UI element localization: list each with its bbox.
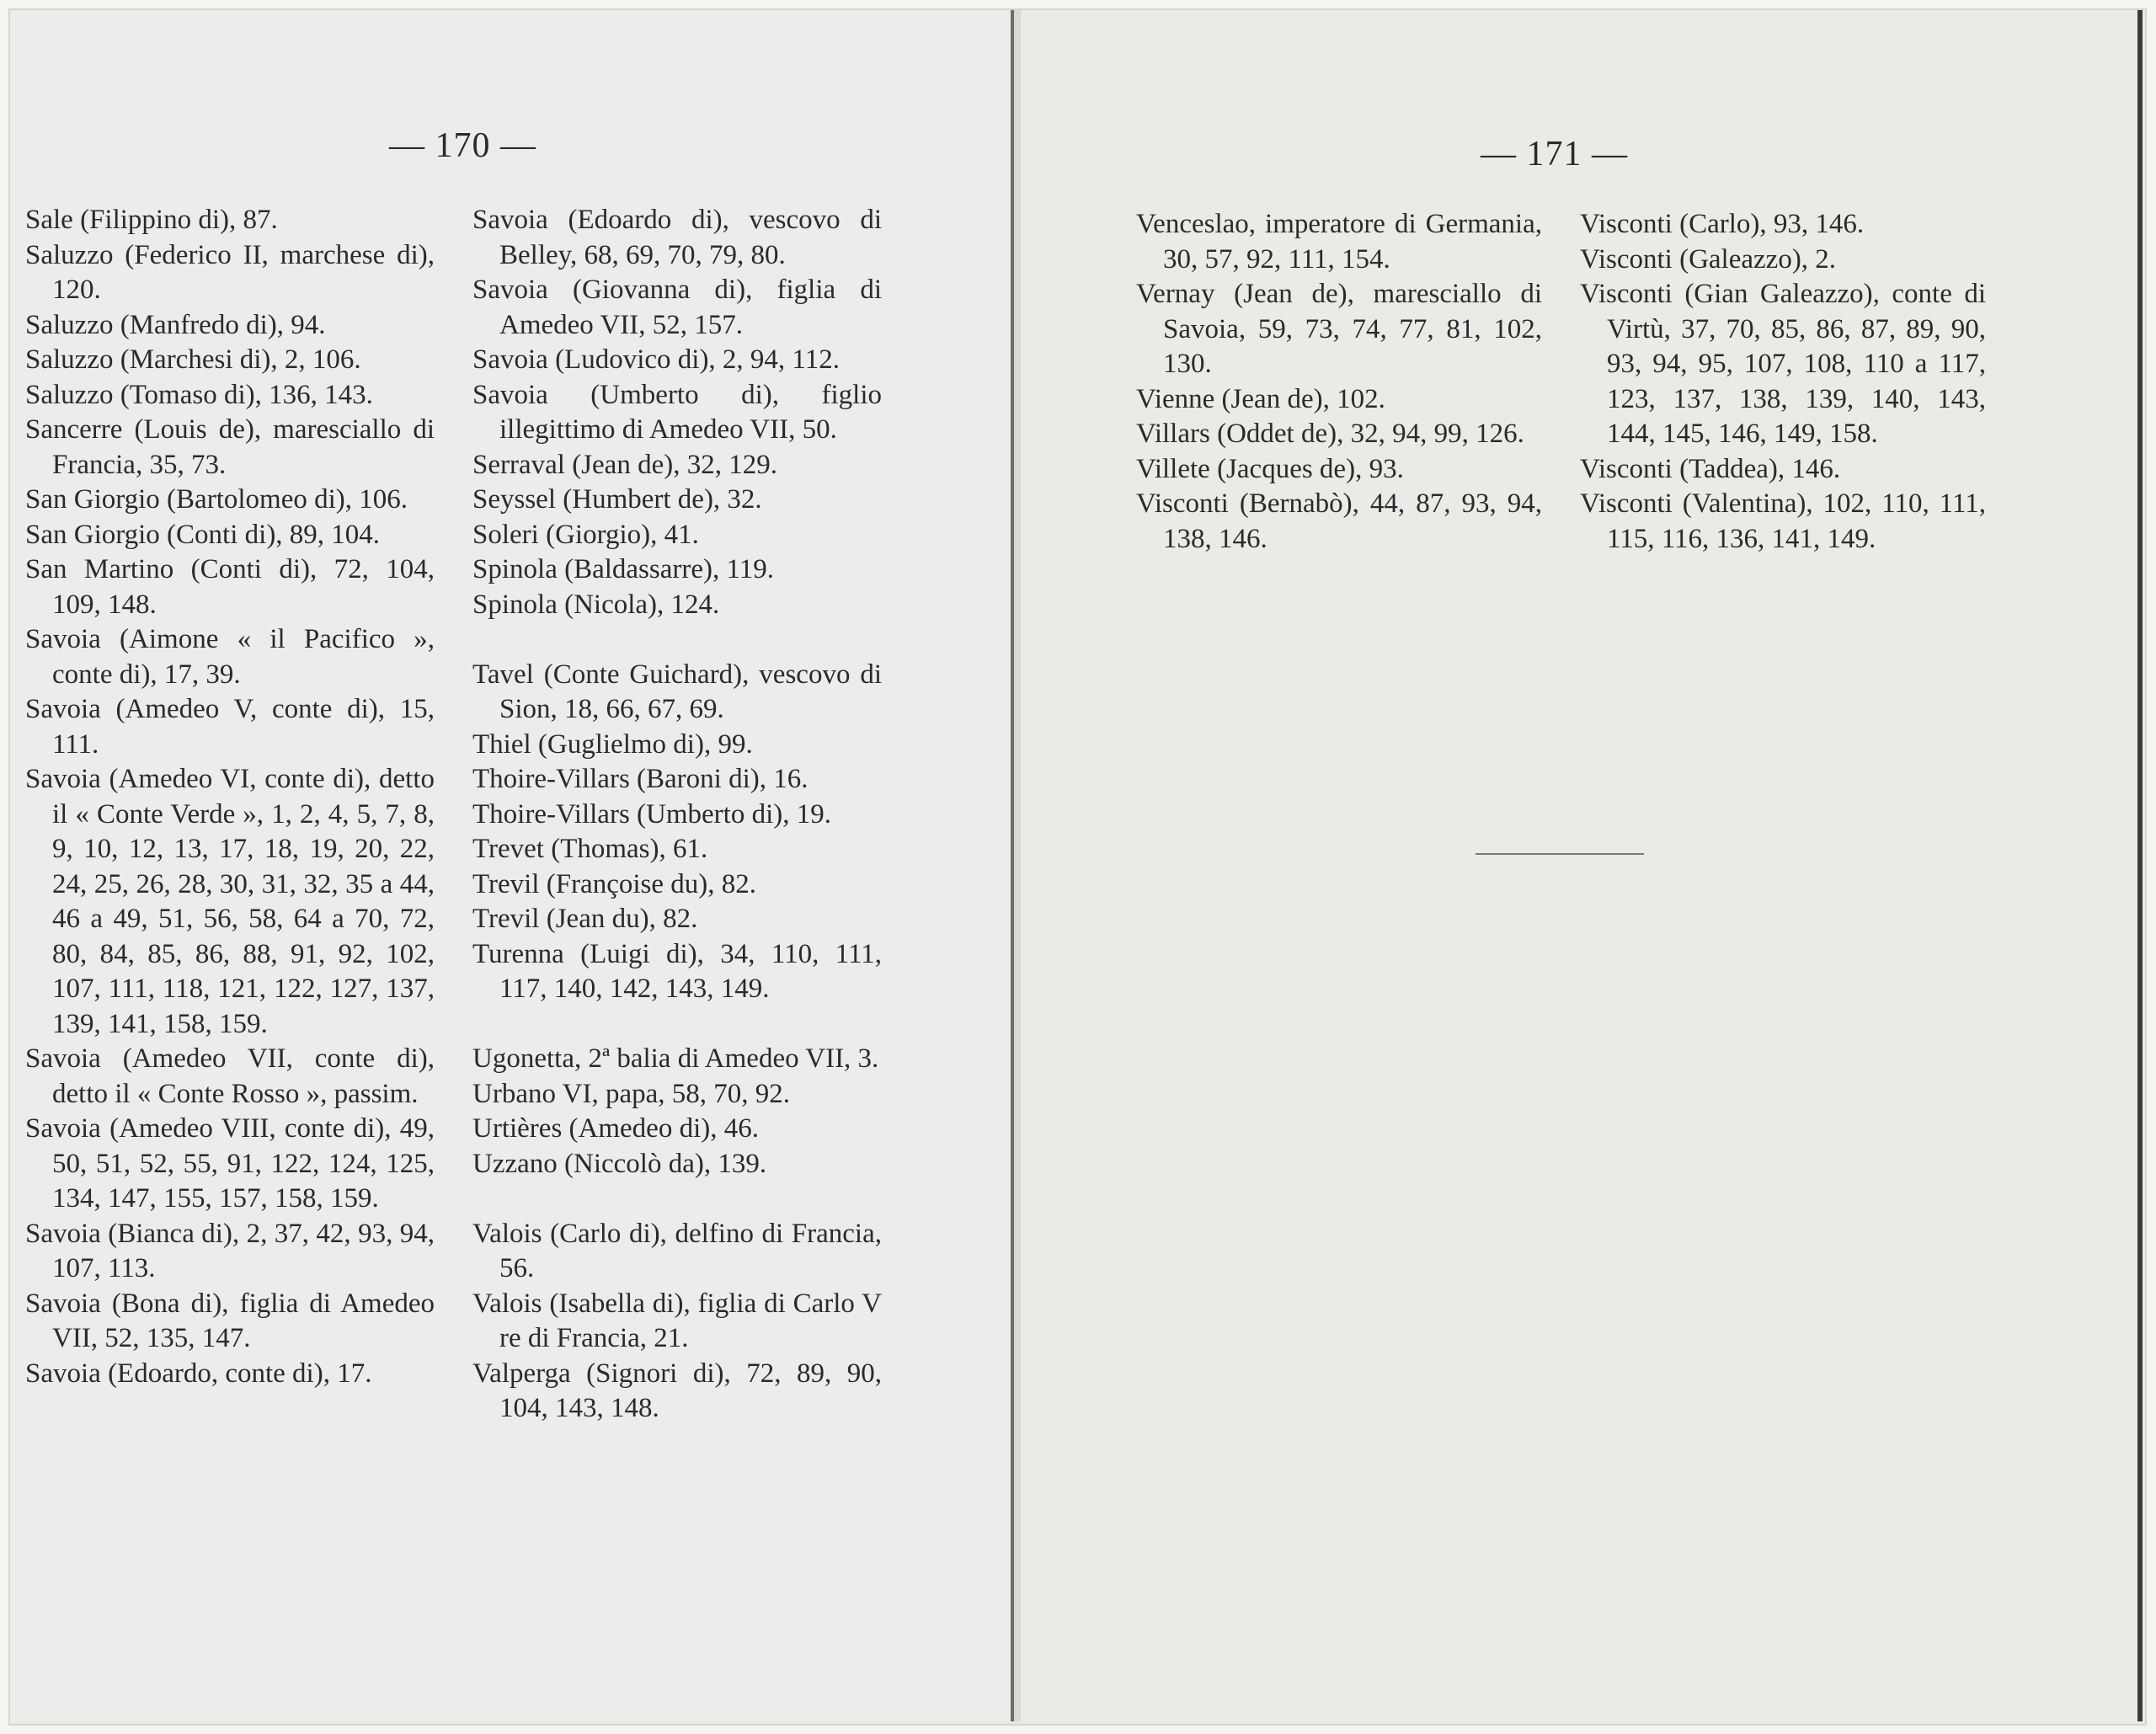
index-entry: Visconti (Galeazzo), 2.	[1580, 243, 1837, 275]
index-entry: Urbano VI, papa, 58, 70, 92.	[472, 1078, 790, 1109]
index-entry: Tavel (Conte Guichard), vescovo di Sion, 18, 66, 67, 69.	[472, 659, 882, 724]
section-gap	[472, 1182, 882, 1217]
section-gap	[472, 622, 882, 658]
index-entry: Spinola (Baldassarre), 119.	[472, 554, 775, 584]
index-entry: Savoia (Amedeo VIII, conte di), 49, 50, 51, 52, 55, 91, 122, 124, 125, 134, 147, 155, 157, 158, 159.	[25, 1113, 435, 1214]
index-entry: Vienne (Jean de), 102.	[1136, 383, 1385, 414]
index-entry: Savoia (Aimone « il Pacifico », conte di), 17, 39.	[25, 624, 435, 690]
index-entry: Visconti (Taddea), 146.	[1580, 453, 1841, 484]
index-entry: Soleri (Giorgio), 41.	[472, 519, 699, 550]
index-entry: Thiel (Guglielmo di), 99.	[472, 728, 753, 760]
index-entry: Ugonetta, 2ª balia di Amedeo VII, 3.	[472, 1043, 879, 1074]
index-entry: Valois (Isabella di), figlia di Carlo V re di Francia, 21.	[472, 1288, 882, 1353]
index-entry: San Giorgio (Bartolomeo di), 106.	[25, 484, 408, 515]
index-entry: Savoia (Edoardo di), vescovo di Belley, 68, 69, 70, 79, 80.	[472, 205, 882, 270]
index-entry: Uzzano (Niccolò da), 139.	[472, 1148, 767, 1179]
index-entry: Saluzzo (Tomaso di), 136, 143.	[25, 379, 373, 410]
index-entry: Valois (Carlo di), delfino di Francia, 56.	[472, 1218, 882, 1283]
index-entry: Sale (Filippino di), 87.	[25, 205, 278, 235]
index-entry: Savoia (Bona di), figlia di Amedeo VII, 52, 135, 147.	[25, 1288, 435, 1353]
index-entry: Urtières (Amedeo di), 46.	[472, 1113, 759, 1144]
index-column-3	[1136, 207, 1542, 557]
index-entry: Valperga (Signori di), 72, 89, 90, 104, 143, 148.	[472, 1358, 882, 1423]
index-entry: Trevil (Jean du), 82.	[472, 904, 698, 934]
section-gap	[472, 1007, 882, 1043]
index-entry: Thoire-Villars (Umberto di), 19.	[472, 798, 831, 830]
index-entry: Trevil (Françoise du), 82.	[472, 868, 756, 899]
index-entry: Saluzzo (Federico II, marchese di), 120.	[25, 239, 435, 305]
index-entry: Savoia (Amedeo VI, conte di), detto il « Conte Verde », 1, 2, 4, 5, 7, 8, 9, 10, 12, 13, 17, 18, 19, 20, 22, 24, 25, 26, 28, 30, 31, 32, 35 a 44, 46 a 49, 51, 56, 58, 64 a 70, 72, 80, 84, 85, 86, 88, 91, 92, 102, 107, 111, 118, 121, 122, 127, 137, 139, 141, 158, 159.	[25, 764, 435, 1039]
index-entry: Visconti (Carlo), 93, 146.	[1580, 209, 1865, 239]
index-entry: Vernay (Jean de), maresciallo di Savoia, 59, 73, 74, 77, 81, 102, 130.	[1136, 279, 1542, 379]
index-entry: Seyssel (Humbert de), 32.	[472, 484, 762, 515]
index-entry: Saluzzo (Marchesi di), 2, 106.	[25, 344, 361, 375]
gutter-shadow	[1014, 10, 1021, 1721]
index-entry: Trevet (Thomas), 61.	[472, 834, 708, 864]
index-entry: Savoia (Bianca di), 2, 37, 42, 93, 94, 107, 113.	[25, 1218, 435, 1283]
index-entry: Venceslao, imperatore di Germania, 30, 57, 92, 111, 154.	[1136, 209, 1542, 275]
book-gutter	[1011, 10, 1014, 1721]
index-entry: Savoia (Umberto di), figlio illegittimo di Amedeo VII, 50.	[472, 379, 882, 445]
index-entry: Spinola (Nicola), 124.	[472, 589, 720, 620]
index-entry: Villete (Jacques de), 93.	[1136, 453, 1404, 484]
index-entry: Serraval (Jean de), 32, 129.	[472, 449, 777, 480]
index-entry: Sancerre (Louis de), maresciallo di Francia, 35, 73.	[25, 414, 435, 480]
index-entry: Saluzzo (Manfredo di), 94.	[25, 309, 326, 340]
page-edge	[2137, 10, 2143, 1721]
index-entry: Visconti (Bernabò), 44, 87, 93, 94, 138, 146.	[1136, 488, 1542, 554]
index-entry: Visconti (Valentina), 102, 110, 111, 115, 116, 136, 141, 149.	[1580, 488, 1986, 554]
index-entry: Savoia (Giovanna di), figlia di Amedeo VII, 52, 157.	[472, 275, 882, 340]
index-entry: Savoia (Edoardo, conte di), 17.	[25, 1358, 372, 1389]
index-column-4	[1580, 207, 1986, 557]
index-entry: Villars (Oddet de), 32, 94, 99, 126.	[1136, 419, 1524, 449]
index-entry: Savoia (Amedeo V, conte di), 15, 111.	[25, 694, 435, 760]
index-entry: San Martino (Conti di), 72, 104, 109, 148.	[25, 554, 435, 620]
index-column-1	[25, 203, 435, 1391]
index-entry: Savoia (Ludovico di), 2, 94, 112.	[472, 344, 840, 375]
index-entry: San Giorgio (Conti di), 89, 104.	[25, 519, 381, 550]
page-number-left: — 170 —	[389, 126, 536, 165]
index-entry: Turenna (Luigi di), 34, 110, 111, 117, 140, 142, 143, 149.	[472, 938, 882, 1004]
end-rule	[1476, 853, 1644, 855]
index-entry: Savoia (Amedeo VII, conte di), detto il « Conte Rosso », passim.	[25, 1043, 435, 1109]
index-column-2	[472, 203, 882, 1427]
index-entry: Visconti (Gian Galeazzo), conte di Virtù, 37, 70, 85, 86, 87, 89, 90, 93, 94, 95, 107, 108, 110 a 117, 123, 137, 138, 139, 140, 143, 144, 145, 146, 149, 158.	[1580, 279, 1986, 449]
index-entry: Thoire-Villars (Baroni di), 16.	[472, 764, 808, 794]
page-number-right: — 171 —	[1481, 135, 1628, 173]
